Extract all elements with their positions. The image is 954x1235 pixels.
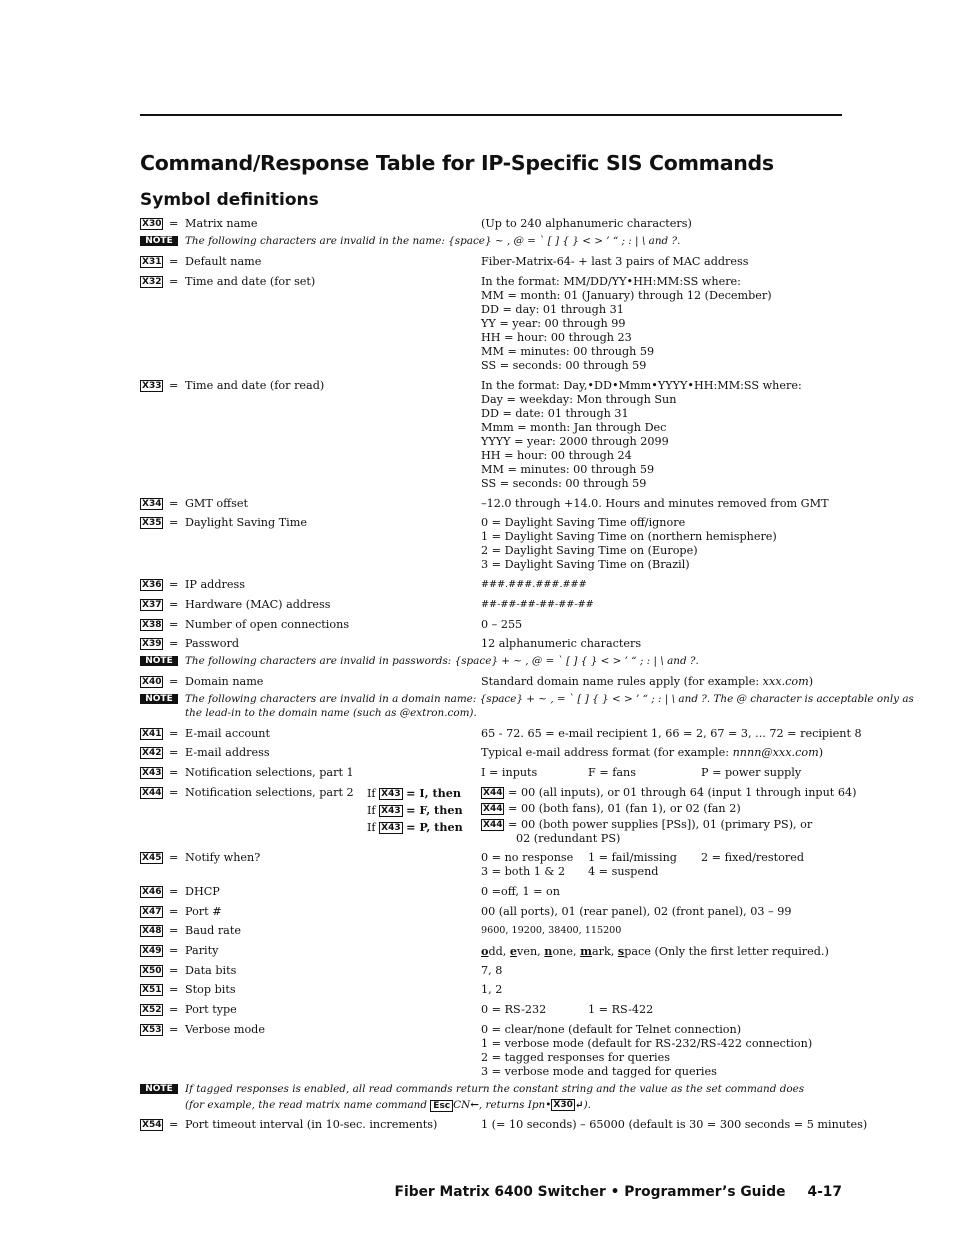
symbol-badge: X43 xyxy=(142,768,162,778)
equals-sign: = xyxy=(169,217,179,230)
symbol-label: E-mail address xyxy=(185,746,270,759)
condition-line xyxy=(367,803,463,818)
value-line: SS = seconds: 00 through 59 xyxy=(481,359,647,372)
value-text: = 00 (all inputs), or 01 through 64 (input 1 through input 64) xyxy=(508,786,857,799)
value-col: P = power supply xyxy=(701,766,802,779)
symbol-label: Port timeout interval (in 10-sec. increments) xyxy=(185,1118,438,1131)
symbol-label: Notification selections, part 1 xyxy=(185,766,354,779)
symbol-label: DHCP xyxy=(185,885,220,898)
symbol-label: Data bits xyxy=(185,964,237,977)
symbol-badge: X52 xyxy=(142,1005,162,1015)
equals-sign: = xyxy=(169,766,179,779)
symbol-value-lines xyxy=(481,516,841,572)
if-word: If xyxy=(367,804,376,817)
symbol-badge: X35 xyxy=(142,518,162,528)
condition-then: = F, then xyxy=(406,803,463,817)
value-suffix: ) xyxy=(818,746,824,759)
equals-sign: = xyxy=(169,1118,179,1131)
value-example: xxx.com xyxy=(762,675,809,688)
equals-sign: = xyxy=(169,905,179,918)
symbol-value xyxy=(481,766,841,780)
value-line: DD = day: 01 through 31 xyxy=(481,303,624,316)
symbol-badge: X48 xyxy=(142,926,162,936)
symbol-badge: X43 xyxy=(381,823,401,833)
symbol-value: 1 (= 10 seconds) – 65000 (default is 30 = 300 seconds = 5 minutes) xyxy=(481,1118,868,1131)
symbol-label: Time and date (for set) xyxy=(185,275,316,288)
value-line: In the format: Day,•DD•Mmm•YYYY•HH:MM:SS where: xyxy=(481,379,802,392)
note-fragment: CN xyxy=(453,1099,471,1111)
value-line: SS = seconds: 00 through 59 xyxy=(481,477,647,490)
value-prefix: Typical e-mail address format (for example: xyxy=(481,746,733,759)
symbol-badge: X43 xyxy=(381,806,401,816)
value-line: MM = month: 01 (January) through 12 (December) xyxy=(481,289,772,302)
symbol-label: Verbose mode xyxy=(185,1023,265,1036)
symbol-label: E-mail account xyxy=(185,727,270,740)
equals-sign: = xyxy=(169,983,179,996)
value-col: 4 = suspend xyxy=(588,865,659,878)
section-heading: Symbol definitions xyxy=(140,190,319,210)
equals-sign: = xyxy=(169,786,179,799)
symbol-badge: X44 xyxy=(142,788,162,798)
value-line: HH = hour: 00 through 24 xyxy=(481,449,632,462)
symbol-label: GMT offset xyxy=(185,497,248,510)
note-text xyxy=(185,1082,840,1112)
symbol-label: Hardware (MAC) address xyxy=(185,598,331,611)
value-line: Mmm = month: Jan through Dec xyxy=(481,421,667,434)
note-fragment: (for example, the read matrix name command xyxy=(185,1099,431,1111)
return-arrow-icon: ↵ xyxy=(574,1099,584,1111)
symbol-badge: X44 xyxy=(483,788,503,798)
symbol-label: Domain name xyxy=(185,675,264,688)
value-line: 2 = tagged responses for queries xyxy=(481,1051,670,1064)
equals-sign: = xyxy=(169,255,179,268)
page-title: Command/Response Table for IP-Specific SIS Commands xyxy=(140,151,774,175)
value-line: DD = date: 01 through 31 xyxy=(481,407,629,420)
equals-sign: = xyxy=(169,1023,179,1036)
parity-rest: ark, xyxy=(591,945,618,958)
symbol-badge: X30 xyxy=(553,1100,573,1110)
note-text: The following characters are invalid in passwords: {space} + ~ , @ = ` [ ] { } < > ’ “ ; : | \ and ?. xyxy=(185,655,699,667)
symbol-value: (Up to 240 alphanumeric characters) xyxy=(481,217,692,230)
value-line: 2 = Daylight Saving Time on (Europe) xyxy=(481,544,698,557)
symbol-value: 0 – 255 xyxy=(481,618,523,631)
symbol-label: Notification selections, part 2 xyxy=(185,786,354,799)
value-col: 1 = RS-422 xyxy=(588,1003,654,1016)
symbol-label: IP address xyxy=(185,578,245,591)
note-line: If tagged responses is enabled, all read commands return the constant string and the value as the set command does xyxy=(185,1083,805,1095)
symbol-badge: X51 xyxy=(142,985,162,995)
equals-sign: = xyxy=(169,851,179,864)
note-badge: NOTE xyxy=(140,694,178,704)
equals-sign: = xyxy=(169,885,179,898)
page-number: 4-17 xyxy=(807,1184,842,1200)
symbol-value: 65 - 72. 65 = e-mail recipient 1, 66 = 2, 67 = 3, ... 72 = recipient 8 xyxy=(481,727,862,740)
top-rule xyxy=(140,114,842,116)
parity-rest: ven, xyxy=(517,945,545,958)
symbol-value: ##-##-##-##-##-## xyxy=(481,599,594,610)
symbol-badge: X38 xyxy=(142,620,162,630)
parity-rest: pace (Only the first letter required.) xyxy=(624,945,829,958)
equals-sign: = xyxy=(169,275,179,288)
note-fragment: ). xyxy=(583,1099,591,1111)
symbol-value: Fiber-Matrix-64- + last 3 pairs of MAC address xyxy=(481,255,749,268)
value-line: HH = hour: 00 through 23 xyxy=(481,331,632,344)
symbol-value: 1, 2 xyxy=(481,983,503,996)
symbol-badge: X46 xyxy=(142,887,162,897)
value-line: Day = weekday: Mon through Sun xyxy=(481,393,677,406)
equals-sign: = xyxy=(169,1003,179,1016)
value-col: 0 = RS-232 xyxy=(481,1003,547,1016)
value-line: 0 = Daylight Saving Time off/ignore xyxy=(481,516,686,529)
symbol-row-x44 xyxy=(140,786,857,845)
value-col: 0 = no response xyxy=(481,851,574,864)
symbol-value: ###.###.###.### xyxy=(481,579,587,590)
value-line: 1 = verbose mode (default for RS-232/RS-422 connection) xyxy=(481,1037,813,1050)
value-col: F = fans xyxy=(588,766,637,779)
equals-sign: = xyxy=(169,727,179,740)
symbol-value: –12.0 through +14.0. Hours and minutes removed from GMT xyxy=(481,497,829,510)
value-col: 1 = fail/missing xyxy=(588,851,677,864)
equals-sign: = xyxy=(169,944,179,957)
symbol-badge: X30 xyxy=(142,219,162,229)
symbol-value-lines xyxy=(481,275,841,373)
parity-letter: s xyxy=(617,944,625,958)
equals-sign: = xyxy=(169,497,179,510)
symbol-value: 7, 8 xyxy=(481,964,503,977)
value-line: 1 = Daylight Saving Time on (northern hemisphere) xyxy=(481,530,777,543)
value-line: YY = year: 00 through 99 xyxy=(481,317,626,330)
value-line: 3 = Daylight Saving Time on (Brazil) xyxy=(481,558,690,571)
enter-arrow-icon: ← xyxy=(470,1099,479,1111)
symbol-value-lines xyxy=(481,851,841,879)
symbol-value-lines xyxy=(481,379,841,491)
esc-key-badge: Esc xyxy=(430,1100,453,1112)
symbol-value-lines xyxy=(481,1023,841,1079)
symbol-label: Port # xyxy=(185,905,222,918)
value-line xyxy=(481,818,841,832)
equals-sign: = xyxy=(169,578,179,591)
condition-then: = P, then xyxy=(406,820,463,834)
value-line: MM = minutes: 00 through 59 xyxy=(481,463,655,476)
note-fragment: , returns Ipn• xyxy=(478,1099,552,1111)
symbol-value xyxy=(481,944,841,959)
equals-sign: = xyxy=(169,516,179,529)
symbol-badge: X41 xyxy=(142,729,162,739)
equals-sign: = xyxy=(169,746,179,759)
equals-sign: = xyxy=(169,598,179,611)
value-line: In the format: MM/DD/YY•HH:MM:SS where: xyxy=(481,275,741,288)
value-text: = 00 (both power supplies [PSs]), 01 (primary PS), or xyxy=(508,818,813,831)
symbol-value: 12 alphanumeric characters xyxy=(481,637,642,650)
if-word: If xyxy=(367,821,376,834)
value-line xyxy=(481,865,841,879)
symbol-badge: X43 xyxy=(381,789,401,799)
symbol-badge: X33 xyxy=(142,381,162,391)
symbol-label: Time and date (for read) xyxy=(185,379,325,392)
symbol-badge: X36 xyxy=(142,580,162,590)
symbol-badge: X42 xyxy=(142,748,162,758)
value-line xyxy=(481,802,841,816)
equals-sign: = xyxy=(169,618,179,631)
symbol-label: Number of open connections xyxy=(185,618,350,631)
parity-letter: e xyxy=(509,944,518,958)
note-badge: NOTE xyxy=(140,236,178,246)
value-col: I = inputs xyxy=(481,766,538,779)
value-col: 3 = both 1 & 2 xyxy=(481,865,566,878)
parity-rest: one, xyxy=(552,945,581,958)
symbol-badge: X45 xyxy=(142,853,162,863)
symbol-badge: X44 xyxy=(483,820,503,830)
symbol-label: Port type xyxy=(185,1003,237,1016)
equals-sign: = xyxy=(169,964,179,977)
symbol-badge: X53 xyxy=(142,1025,162,1035)
symbol-label: Default name xyxy=(185,255,262,268)
symbol-badge: X40 xyxy=(142,677,162,687)
condition-list xyxy=(367,786,463,835)
parity-letter: n xyxy=(544,944,553,958)
equals-sign: = xyxy=(169,675,179,688)
value-line: 0 = clear/none (default for Telnet connection) xyxy=(481,1023,742,1036)
note-line: the lead-in to the domain name (such as @extron.com). xyxy=(185,707,477,719)
symbol-value: 0 =off, 1 = on xyxy=(481,885,560,898)
note-line: The following characters are invalid in a domain name: {space} + ~ , = ` [ ] { } < > ’ “ ; : | \ and ?. The @ character is acceptable only as xyxy=(185,693,914,705)
symbol-label: Parity xyxy=(185,944,219,957)
symbol-value-lines xyxy=(481,786,857,846)
symbol-value xyxy=(481,746,841,760)
symbol-label: Stop bits xyxy=(185,983,236,996)
condition-then: = I, then xyxy=(406,786,462,800)
symbol-label: Baud rate xyxy=(185,924,241,937)
value-line: 02 (redundant PS) xyxy=(516,832,621,845)
symbol-label: Notify when? xyxy=(185,851,261,864)
value-line: 3 = verbose mode and tagged for queries xyxy=(481,1065,717,1078)
value-line: MM = minutes: 00 through 59 xyxy=(481,345,655,358)
value-line xyxy=(481,851,841,865)
value-prefix: Standard domain name rules apply (for example: xyxy=(481,675,763,688)
symbol-value: 9600, 19200, 38400, 115200 xyxy=(481,925,622,936)
symbol-badge: X31 xyxy=(142,257,162,267)
parity-letter: o xyxy=(481,944,489,958)
symbol-label: Matrix name xyxy=(185,217,258,230)
value-col: 2 = fixed/restored xyxy=(701,851,804,864)
value-suffix: ) xyxy=(808,675,814,688)
symbol-badge: X37 xyxy=(142,600,162,610)
page-footer xyxy=(395,1184,842,1200)
equals-sign: = xyxy=(169,379,179,392)
value-line xyxy=(481,786,857,800)
condition-line xyxy=(367,786,463,801)
equals-sign: = xyxy=(169,924,179,937)
condition-line xyxy=(367,820,463,835)
symbol-label: Password xyxy=(185,637,239,650)
value-text: = 00 (both fans), 01 (fan 1), or 02 (fan 2) xyxy=(508,802,741,815)
symbol-value xyxy=(481,1003,841,1017)
if-word: If xyxy=(367,787,376,800)
symbol-badge: X54 xyxy=(142,1120,162,1130)
symbol-value: 00 (all ports), 01 (rear panel), 02 (front panel), 03 – 99 xyxy=(481,905,792,918)
note-text: The following characters are invalid in the name: {space} ~ , @ = ` [ ] { } < > ’ “ ; : | \ and ?. xyxy=(185,235,681,247)
symbol-value xyxy=(481,675,841,689)
note-badge: NOTE xyxy=(140,656,178,666)
value-line: YYYY = year: 2000 through 2099 xyxy=(481,435,669,448)
symbol-badge: X49 xyxy=(142,946,162,956)
note-line xyxy=(185,1098,840,1112)
symbol-badge: X32 xyxy=(142,277,162,287)
parity-letter: m xyxy=(580,944,592,958)
note-text xyxy=(185,692,914,720)
symbol-badge: X34 xyxy=(142,499,162,509)
symbol-badge: X44 xyxy=(483,804,503,814)
parity-rest: dd, xyxy=(488,945,510,958)
footer-title: Fiber Matrix 6400 Switcher • Programmer’s Guide xyxy=(394,1184,786,1200)
symbol-badge: X50 xyxy=(142,966,162,976)
value-example: nnnn@xxx.com xyxy=(732,746,819,759)
note-badge: NOTE xyxy=(140,1084,178,1094)
equals-sign: = xyxy=(169,637,179,650)
symbol-label: Daylight Saving Time xyxy=(185,516,307,529)
symbol-badge: X39 xyxy=(142,639,162,649)
symbol-badge: X47 xyxy=(142,907,162,917)
